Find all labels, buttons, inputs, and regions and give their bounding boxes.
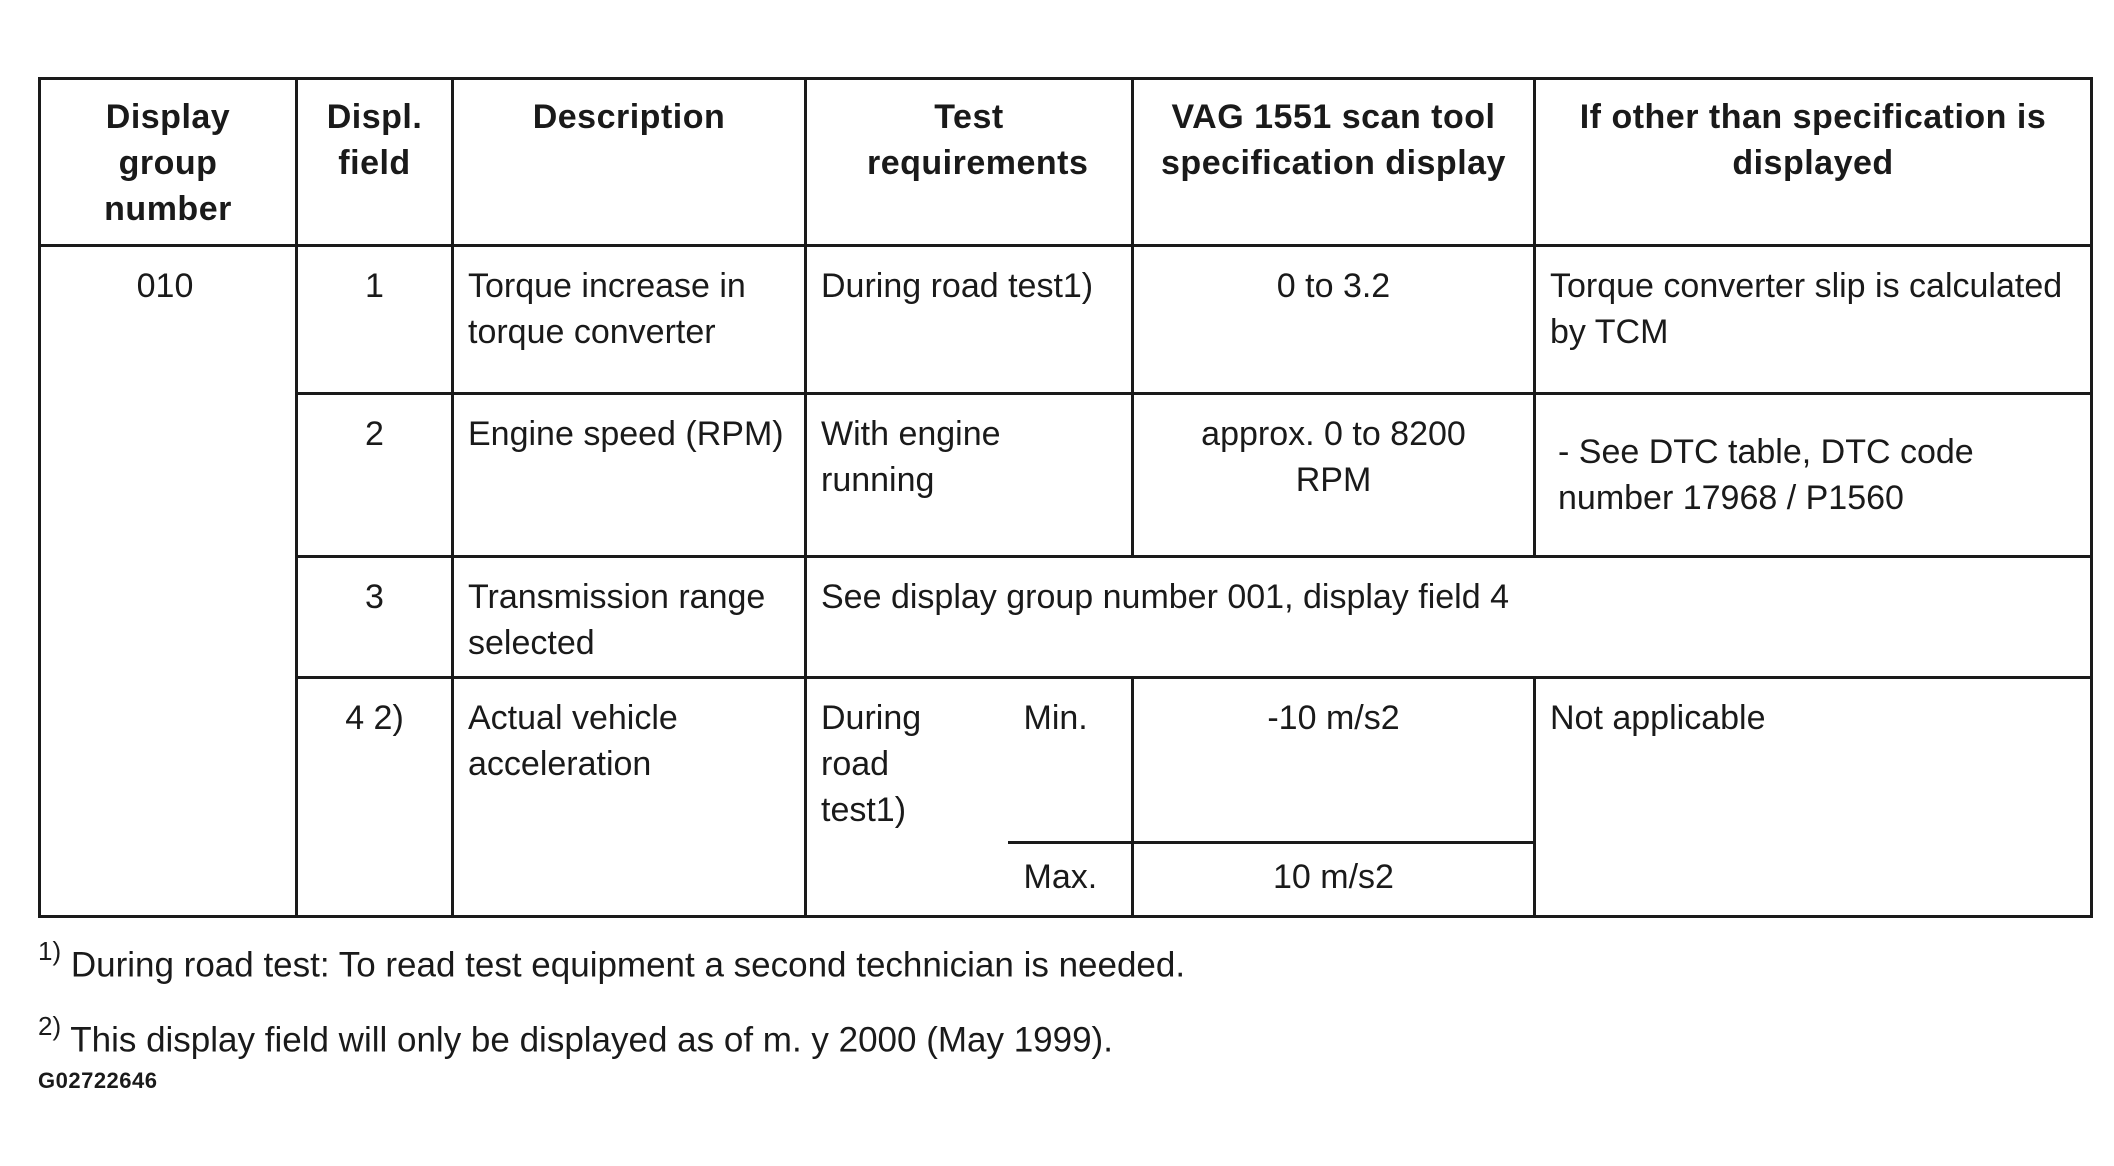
- merged-value: See display group number 001, display field 4: [821, 578, 1509, 616]
- field-cell: [297, 557, 453, 678]
- footnote-text: This display field will only be displayed as of m. y 2000 (May 1999).: [70, 1020, 1113, 1060]
- header-display-group-number: Display group number: [40, 79, 297, 246]
- max-label: Max.: [1023, 858, 1098, 896]
- field-cell: [297, 394, 453, 557]
- figure-id: G02722646: [38, 1068, 158, 1093]
- description-cell: [453, 394, 806, 557]
- footnote-1: [38, 932, 1185, 989]
- table-row: [40, 394, 2092, 557]
- field-value: 2: [365, 415, 384, 453]
- other-cell: [1535, 678, 2092, 917]
- merged-cell: [806, 557, 2092, 678]
- test-cell: [806, 246, 1133, 394]
- min-label: Min.: [1023, 699, 1088, 737]
- spec-value: approx. 0 to 8200 RPM: [1201, 415, 1466, 499]
- table-row: [40, 557, 2092, 678]
- test-value: With engine running: [821, 415, 1001, 499]
- footnote-text: During road test: To read test equipment a second technician is needed.: [70, 945, 1186, 985]
- other-value: Not applicable: [1550, 699, 1766, 737]
- other-cell: [1535, 394, 2092, 557]
- description-value: Torque increase in torque converter: [468, 267, 746, 351]
- spec-cell: [1133, 394, 1535, 557]
- min-value-cell: [1133, 678, 1535, 843]
- header-test-requirements: Test requirements: [806, 79, 1133, 246]
- footnotes: [38, 932, 1185, 1081]
- test-value: During road test1): [821, 267, 1094, 305]
- field-cell: [297, 246, 453, 394]
- other-value: - See DTC table, DTC code number 17968 / P1560: [1558, 433, 1974, 517]
- max-value: 10 m/s2: [1273, 858, 1394, 896]
- header-description: Description: [453, 79, 806, 246]
- other-cell: [1535, 246, 2092, 394]
- table-row: [40, 678, 2092, 843]
- field-cell: [297, 678, 453, 917]
- header-displ-field: Displ. field: [297, 79, 453, 246]
- description-cell: [453, 557, 806, 678]
- spec-cell: [1133, 246, 1535, 394]
- spec-value: 0 to 3.2: [1276, 267, 1391, 305]
- display-group-cell: [40, 246, 297, 917]
- field-value: 3: [365, 578, 384, 616]
- field-value: 4 2): [345, 699, 404, 737]
- description-value: Transmission range selected: [468, 578, 766, 662]
- test-cell: [806, 678, 1008, 917]
- other-value: Torque converter slip is calculated by TCM: [1550, 267, 2063, 351]
- table-header-row: [40, 79, 2092, 246]
- min-value: -10 m/s2: [1267, 699, 1400, 737]
- footnote-mark: 1): [38, 936, 62, 966]
- description-cell: [453, 678, 806, 917]
- specification-table: [38, 77, 2093, 918]
- display-group-value: 010: [136, 267, 194, 305]
- header-scan-tool-spec: VAG 1551 scan tool specification display: [1133, 79, 1535, 246]
- test-cell: [806, 394, 1133, 557]
- max-value-cell: [1133, 843, 1535, 917]
- footnote-2: [38, 1007, 1185, 1064]
- table-row: [40, 246, 2092, 394]
- header-if-other: If other than specification is displayed: [1535, 79, 2092, 246]
- max-label-cell: [1008, 843, 1133, 917]
- description-value: Engine speed (RPM): [468, 415, 784, 453]
- description-value: Actual vehicle acceleration: [468, 699, 678, 783]
- field-value: 1: [365, 267, 384, 305]
- description-cell: [453, 246, 806, 394]
- test-value: During road test1): [821, 699, 922, 829]
- footnote-mark: 2): [38, 1010, 62, 1041]
- min-label-cell: [1008, 678, 1133, 843]
